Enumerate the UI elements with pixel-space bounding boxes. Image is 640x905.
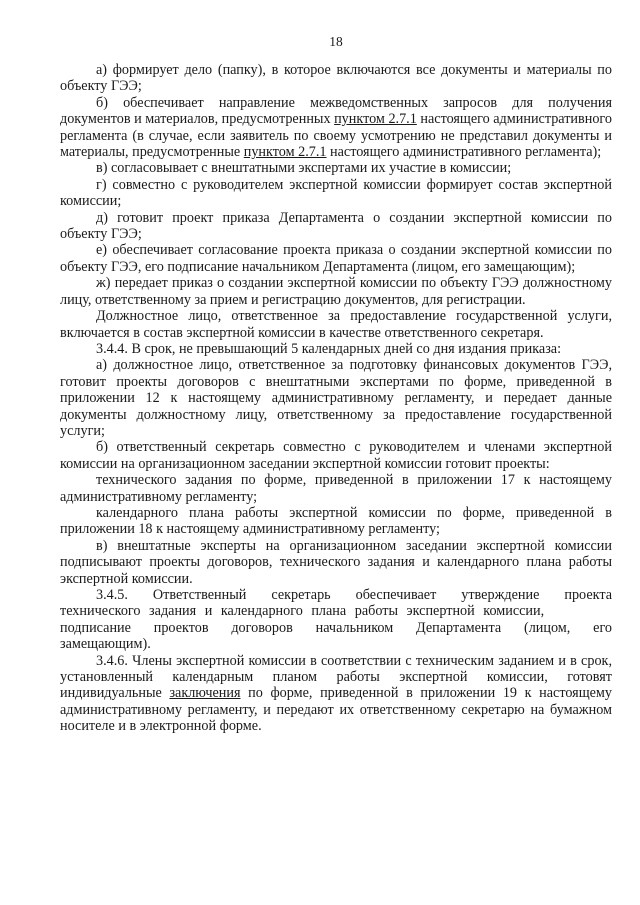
paragraph-b-interagency-requests: б) обеспечивает направление межведомственных запросов для получения документов и материалов, предусмотренных пунктом 2.7.1 настоящего административного регламента (в случае, если заявитель по своему усмотрению не представил документы и материалы, предусмотренные пунктом 2.7.1 настоящего административного регламента); (60, 94, 612, 161)
paragraph-v-sign-contracts: в) внештатные эксперты на организационном заседании экспертной комиссии подписывают проекты договоров, технического задания и календарного плана работы экспертной комиссии. (60, 537, 612, 587)
paragraph-technical-task: технического задания по форме, приведенной в приложении 17 к настоящему административному регламенту; (60, 472, 612, 505)
paragraph-v-agree-experts: в) согласовывает с внештатными экспертами их участие в комиссии; (96, 160, 512, 177)
paragraph-d-draft-order: д) готовит проект приказа Департамента о создании экспертной комиссии по объекту ГЭЭ; (60, 209, 612, 243)
paragraph-a-case-file: а) формирует дело (папку), в которое включаются все документы и материалы по объекту ГЭЭ; (60, 62, 612, 95)
document-body (60, 62, 612, 735)
paragraph-a-contracts: а) должностное лицо, ответственное за подготовку финансовых документов ГЭЭ, готовит проекты договоров с внештатными экспертами по форме, приведенной в приложении 12 к настоящему административному регламенту, и передает данные документы должностному лицу, ответственному за предоставление государственной услуги; (60, 357, 612, 439)
paragraph-calendar-plan: календарного плана работы экспертной комиссии по форме, приведенной в приложении 18 к настоящему административному регламенту; (60, 504, 612, 538)
page-number: 18 (329, 34, 343, 49)
paragraph-official-secretary: Должностное лицо, ответственное за предоставление государственной услуги, включается в состав экспертной комиссии в качестве ответственного секретаря. (60, 308, 612, 341)
paragraph-b-secretary-drafts: б) ответственный секретарь совместно с руководителем и членами экспертной комиссии на организационном заседании экспертной комиссии готовит проекты: (60, 439, 612, 472)
paragraph-e-approve-order: е) обеспечивает согласование проекта приказа о создании экспертной комиссии по объекту ГЭЭ, его подписание начальником Департамента (лицом, его замещающим); (60, 242, 612, 275)
clause-link[interactable]: пунктом 2.7.1 (334, 111, 417, 128)
clause-3-4-4: 3.4.4. В срок, не превышающий 5 календарных дней со дня издания приказа: (96, 340, 562, 357)
clause-link[interactable]: пунктом 2.7.1 (243, 144, 327, 161)
clause-3-4-6: 3.4.6. Члены экспертной комиссии в соответствии с техническим заданием и в срок, установленный календарным планом работы экспертной комиссии, готовят индивидуальные заключения по форме, приведенной в приложении 19 к настоящему административному регламенту, и передают их ответственному секретарю на бумажном носителе и в электронной форме. (60, 652, 612, 735)
paragraph-g-form-commission: г) совместно с руководителем экспертной комиссии формирует состав экспертной комиссии; (60, 176, 612, 210)
paragraph-zh-transfer-order: ж) передает приказ о создании экспертной комиссии по объекту ГЭЭ должностному лицу, ответственному за прием и регистрацию документов, для регистрации. (60, 275, 612, 308)
conclusions-link[interactable]: заключения (169, 685, 241, 702)
clause-3-4-5: 3.4.5. Ответственный секретарь обеспечивает утверждение проекта технического задания и календарного плана работы экспертной комиссии, подписание проектов договоров начальником Департамента (лицом, его замещающим). (60, 587, 612, 653)
